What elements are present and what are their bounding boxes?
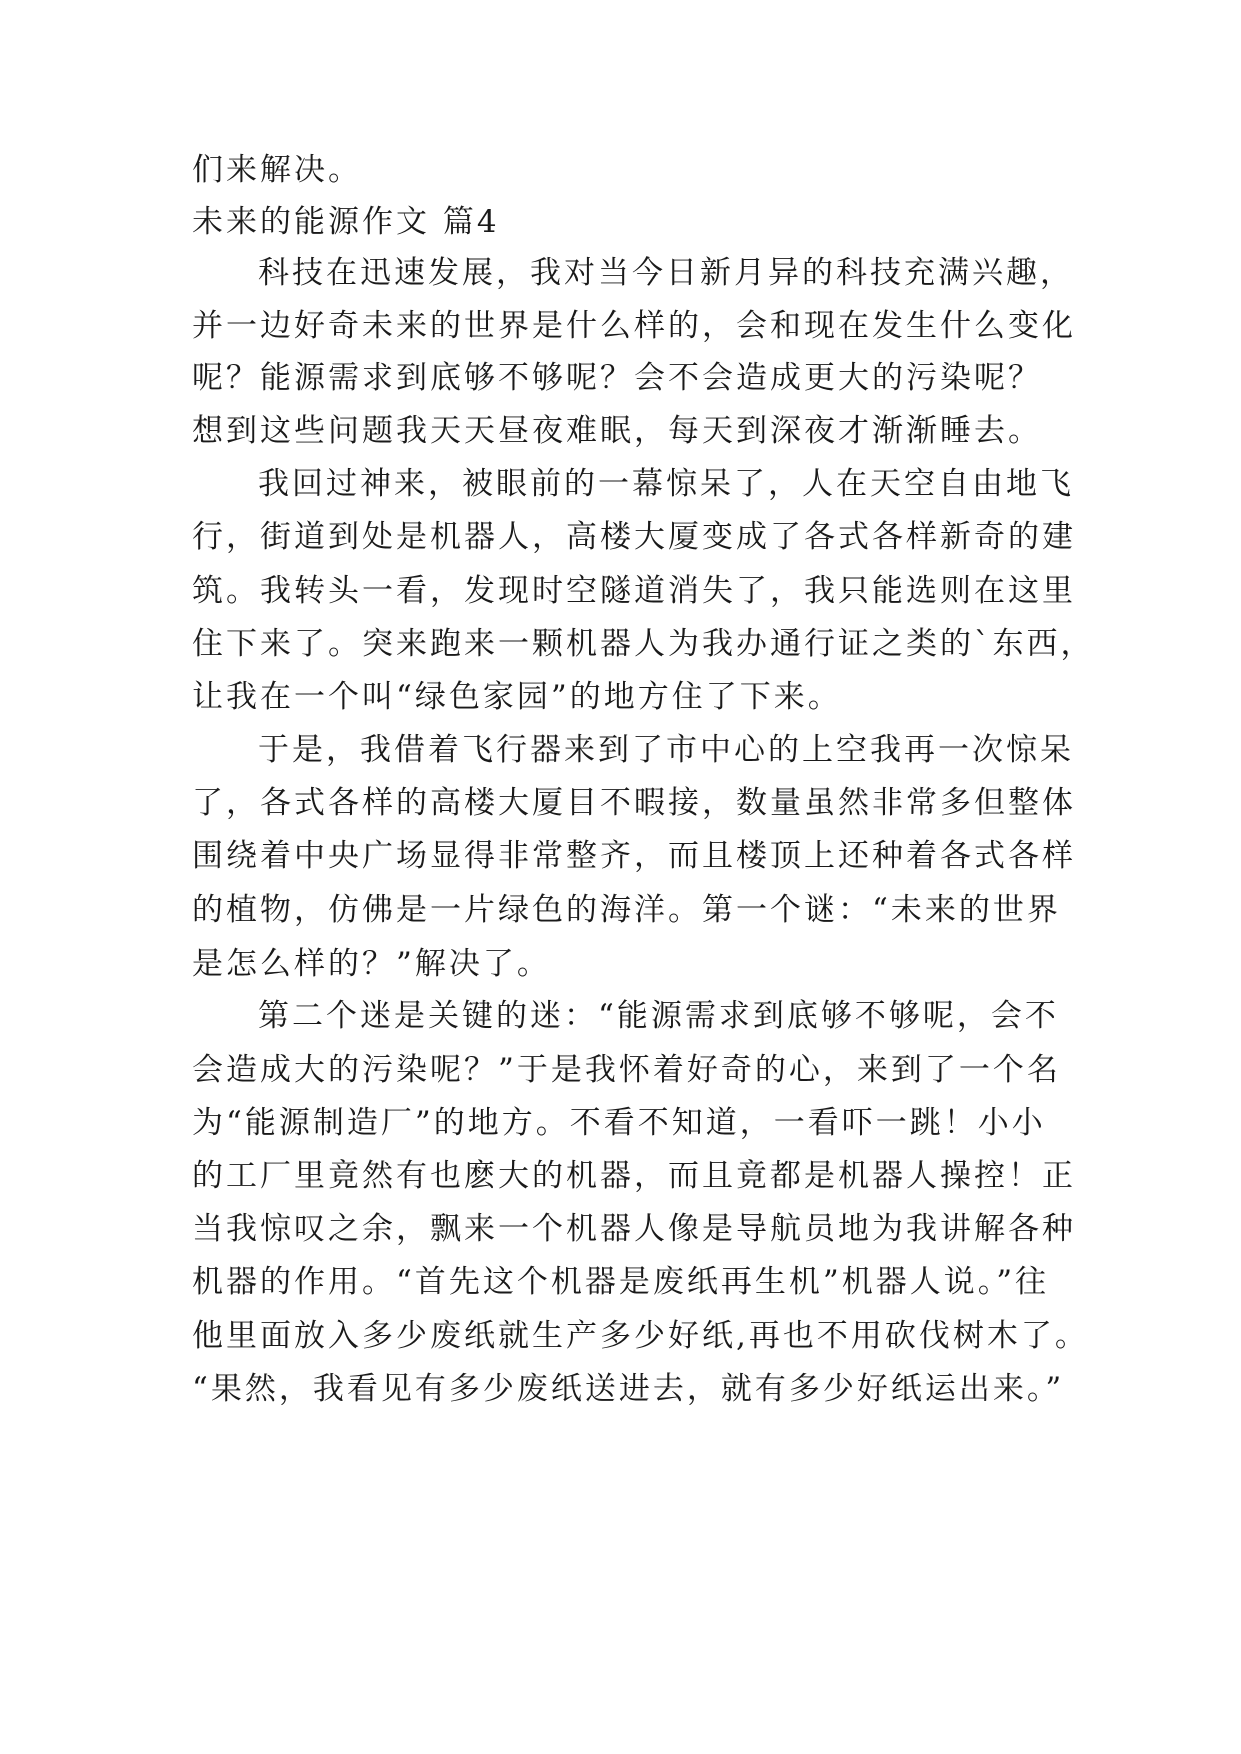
text-line: “果然，我看见有多少废纸送进去，就有多少好纸运出来。” (192, 1371, 1065, 1407)
text-line: 围绕着中央广场显得非常整齐，而且楼顶上还种着各式各样 (192, 838, 1076, 874)
text-line: 当我惊叹之余，飘来一个机器人像是导航员地为我讲解各种 (192, 1211, 1076, 1247)
text-line: 会造成大的污染呢？”于是我怀着好奇的心，来到了一个名 (192, 1052, 1061, 1088)
text-line: 他里面放入多少废纸就生产多少好纸,再也不用砍伐树木了。 (192, 1318, 1089, 1354)
text-line: 了，各式各样的高楼大厦目不暇接，数量虽然非常多但整体 (192, 785, 1076, 821)
text-line: 让我在一个叫“绿色家园”的地方住了下来。 (192, 679, 842, 715)
text-line: 第二个迷是关键的迷：“能源需求到底够不够呢，会不 (258, 998, 1059, 1034)
text-line: 为“能源制造厂”的地方。不看不知道，一看吓一跳！小小 (192, 1105, 1046, 1141)
text-line: 是怎么样的？”解决了。 (192, 946, 551, 982)
text-line: 筑。我转头一看，发现时空隧道消失了，我只能选则在这里 (192, 573, 1076, 609)
text-line: 我回过神来，被眼前的一幕惊呆了，人在天空自由地飞 (258, 466, 1074, 502)
text-line: 于是，我借着飞行器来到了市中心的上空我再一次惊呆 (258, 732, 1074, 768)
text-line: 机器的作用。“首先这个机器是废纸再生机”机器人说。”往 (192, 1264, 1050, 1300)
text-line: 们来解决。 (192, 152, 362, 188)
text-line: 住下来了。突来跑来一颗机器人为我办通行证之类的`东西， (192, 626, 1095, 662)
text-line: 想到这些问题我天天昼夜难眠，每天到深夜才渐渐睡去。 (192, 413, 1042, 449)
text-line: 行，街道到处是机器人，高楼大厦变成了各式各样新奇的建 (192, 519, 1076, 555)
text-line: 的植物，仿佛是一片绿色的海洋。第一个谜：“未来的世界 (192, 892, 1061, 928)
text-line: 呢？能源需求到底够不够呢？会不会造成更大的污染呢？ (192, 360, 1042, 396)
text-line: 并一边好奇未来的世界是什么样的，会和现在发生什么变化 (192, 308, 1076, 344)
text-line: 的工厂里竟然有也麽大的机器，而且竟都是机器人操控！正 (192, 1158, 1076, 1194)
text-line: 科技在迅速发展，我对当今日新月异的科技充满兴趣， (258, 255, 1074, 291)
section-heading: 未来的能源作文 篇4 (192, 204, 500, 240)
